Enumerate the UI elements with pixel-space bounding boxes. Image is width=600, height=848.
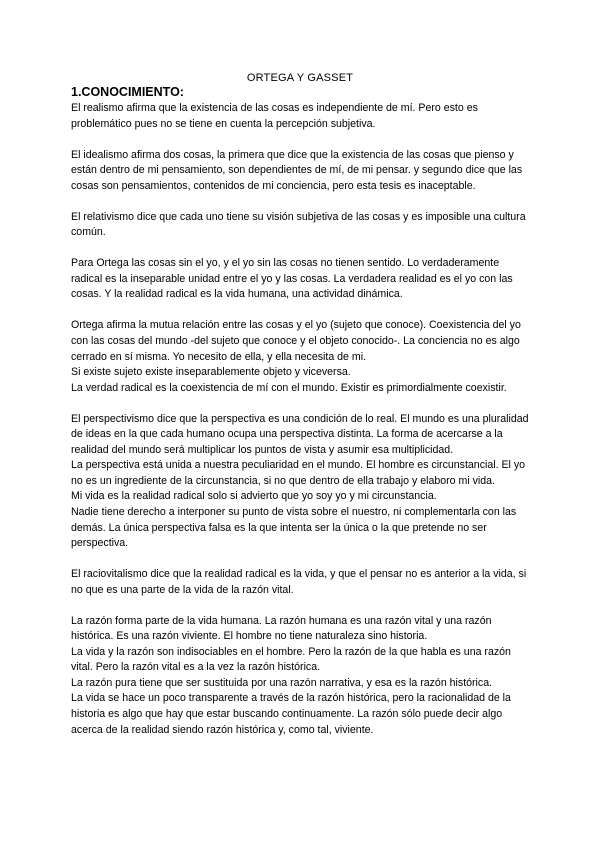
paragraph-realismo: El realismo afirma que la existencia de las cosas es independiente de mí. Pero esto es problemático pues no se tiene en cuenta la percepción subjetiva.: [71, 102, 478, 130]
section-heading: 1.CONOCIMIENTO:: [71, 85, 184, 99]
paragraph-line: Si existe sujeto existe inseparablemente objeto y viceversa.: [71, 366, 351, 379]
paragraph-line: La vida se hace un poco transparente a través de la razón histórica, pero la racionalidad de la historia es algo que hay que estar buscando continuamente. La razón sólo puede decir algo acerca de la realidad siendo razón histórica y, como tal, viviente.: [71, 692, 511, 736]
paragraph-raciovitalismo: El raciovitalismo dice que la realidad radical es la vida, y que el pensar no es anterior a la vida, si no que es una parte de la vida de la razón vital.: [71, 568, 527, 596]
paragraph-razon: La razón forma parte de la vida humana. La razón humana es una razón vital y una razón histórica. Es una razón viviente. El hombre no tiene naturaleza sino historia.: [71, 614, 492, 643]
paragraph-mutua-relacion: Ortega afirma la mutua relación entre las cosas y el yo (sujeto que conoce). Coexistencia del yo con las cosas del mundo -del sujeto que conoce y el objeto conocido-. La conciencia no es algo cerrado en sí misma. Yo necesito de ella, y ella necesita de mi.: [71, 319, 521, 363]
paragraph-line: Nadie tiene derecho a interponer su punto de vista sobre el nuestro, ni complementarla con las demás. La única perspectiva falsa es la que intenta ser la única o la que pretende no ser perspectiva.: [71, 505, 517, 550]
paragraph-line: La perspectiva está unida a nuestra peculiaridad en el mundo. El hombre es circunstancial. El yo no es un ingrediente de la circunstancia, si no que dentro de ella trabajo y elaboro mi vida.: [71, 459, 526, 487]
paragraph-line: La razón pura tiene que ser sustituida por una razón narrativa, y esa es la razón histórica.: [71, 676, 493, 689]
paragraph-line: La vida y la razón son indisociables en el hombre. Pero la razón de la que habla es una razón vital. Pero la razón vital es a la vez la razón histórica.: [71, 645, 511, 674]
document-title: ORTEGA Y GASSET: [246, 72, 354, 84]
document-body: [71, 101, 531, 738]
paragraph-ortega-cosas: Para Ortega las cosas sin el yo, y el yo sin las cosas no tienen sentido. Lo verdaderamente radical es la inseparable unidad entre el yo y las cosas. La verdadera realidad es el yo con las cosas. Y la realidad radical es la vida humana, una actividad dinámica.: [71, 257, 513, 301]
paragraph-line: La verdad radical es la coexistencia de mí con el mundo. Existir es primordialmente coexistir.: [71, 381, 507, 394]
paragraph-perspectivismo: El perspectivismo dice que la perspectiva es una condición de lo real. El mundo es una pluralidad de ideas en la que cada humano ocupa una perspectiva distinta. La forma de acercarse a la realidad del mundo será multiplicar los puntos de vista y asumir esa multiplicidad.: [71, 412, 529, 456]
paragraph-relativismo: El relativismo dice que cada uno tiene su visión subjetiva de las cosas y es imposible una cultura común.: [71, 210, 526, 239]
paragraph-idealismo: El idealismo afirma dos cosas, la primera que dice que la existencia de las cosas que pienso y están dentro de mi pensamiento, son dependientes de mí, de mi pensar. y segundo dice que las cosas son pensamientos, contenidos de mi conciencia, pero esta tesis es inaceptable.: [71, 148, 523, 192]
paragraph-line: Mi vida es la realidad radical solo si advierto que yo soy yo y mi circunstancia.: [71, 490, 437, 503]
